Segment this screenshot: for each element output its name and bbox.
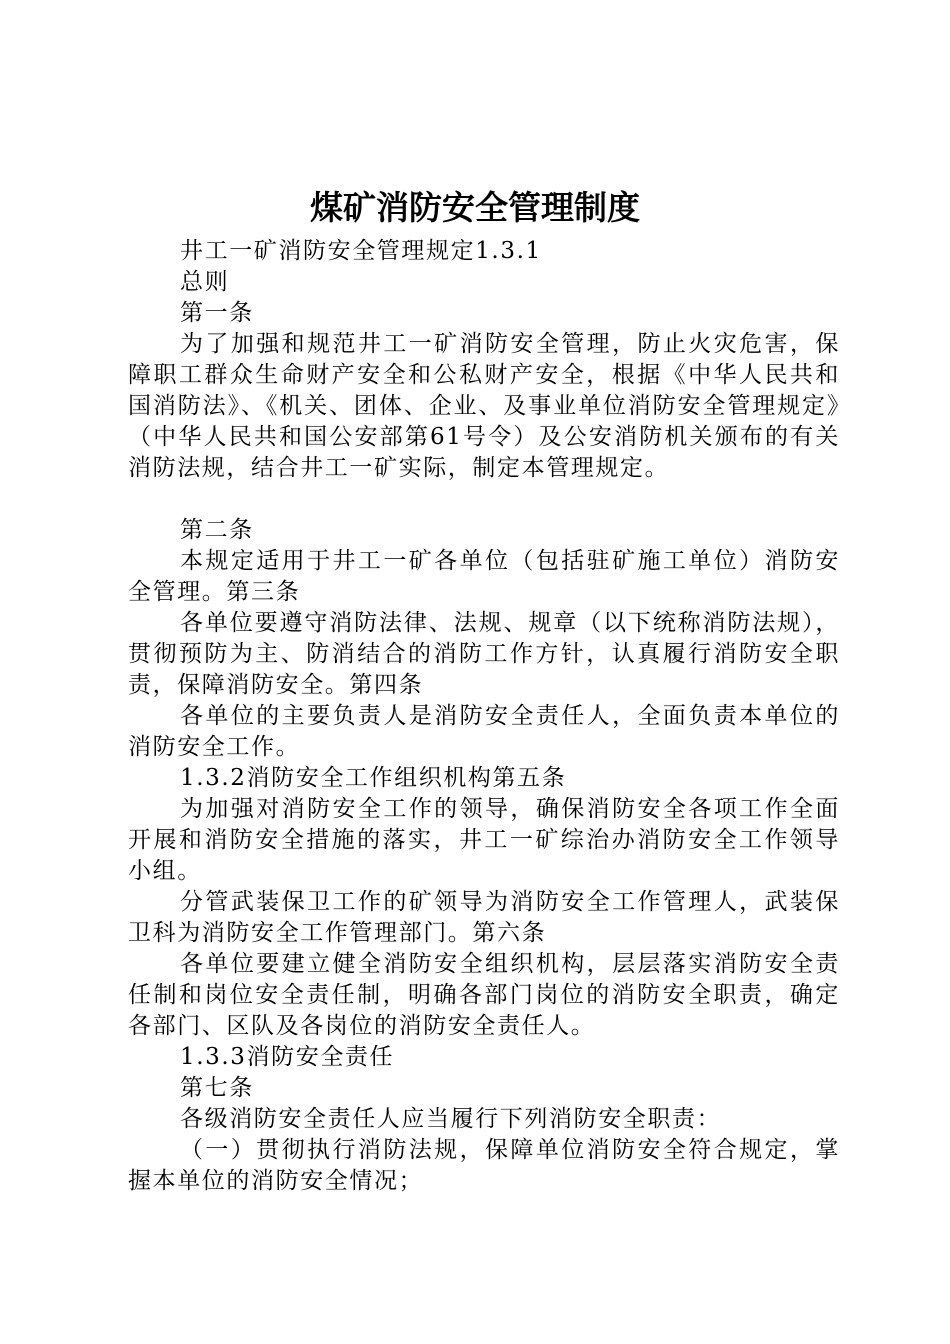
paragraph-article-7-item-1: （一）贯彻执行消防法规，保障单位消防安全符合规定，掌握本单位的消防安全情况； — [128, 1137, 840, 1194]
paragraph-regulation-heading: 井工一矿消防安全管理规定1.3.1 — [180, 238, 542, 264]
document-body — [128, 236, 840, 1197]
paragraph-article-1-text: 为了加强和规范井工一矿消防安全管理，防止火灾危害，保障职工群众生命财产安全和公私财产安全，根据《中华人民共和国消防法》、《机关、团体、企业、及事业单位消防安全管理规定》（中华人民共和国公安部第61号令）及公安消防机关颁布的有关消防法规，结合井工一矿实际，制定本管理规定。 — [128, 331, 840, 481]
document-title: 煤矿消防安全管理制度 — [310, 188, 640, 227]
paragraph-article-5-text: 为加强对消防安全工作的领导，确保消防安全各项工作全面开展和消防安全措施的落实，井工一矿综治办消防安全工作领导小组。 — [128, 796, 840, 884]
paragraph-section-1-3-3: 1.3.3消防安全责任 — [180, 1044, 395, 1070]
paragraph-article-3-text: 各单位要遵守消防法律、法规、规章（以下统称消防法规），贯彻预防为主、防消结合的消防工作方针，认真履行消防安全职责，保障消防安全。第四条 — [128, 610, 840, 698]
paragraph-article-4-text: 各单位的主要负责人是消防安全责任人，全面负责本单位的消防安全工作。 — [128, 703, 840, 760]
paragraph-article-5-manager: 分管武装保卫工作的矿领导为消防安全工作管理人，武装保卫科为消防安全工作管理部门。第六条 — [128, 889, 840, 946]
paragraph-section-1-3-2: 1.3.2消防安全工作组织机构第五条 — [180, 765, 567, 791]
paragraph-article-2-heading: 第二条 — [180, 517, 254, 543]
paragraph-article-7-heading: 第七条 — [180, 1075, 254, 1101]
paragraph-article-6-text: 各单位要建立健全消防安全组织机构，层层落实消防安全责任制和岗位安全责任制，明确各部门岗位的消防安全职责，确定各部门、区队及各岗位的消防安全责任人。 — [128, 951, 840, 1039]
paragraph-article-2-text: 本规定适用于井工一矿各单位（包括驻矿施工单位）消防安全管理。第三条 — [128, 548, 840, 605]
paragraph-article-1-heading: 第一条 — [180, 300, 254, 326]
paragraph-article-7-intro: 各级消防安全责任人应当履行下列消防安全职责： — [180, 1106, 722, 1132]
paragraph-general-provisions: 总则 — [180, 269, 230, 295]
